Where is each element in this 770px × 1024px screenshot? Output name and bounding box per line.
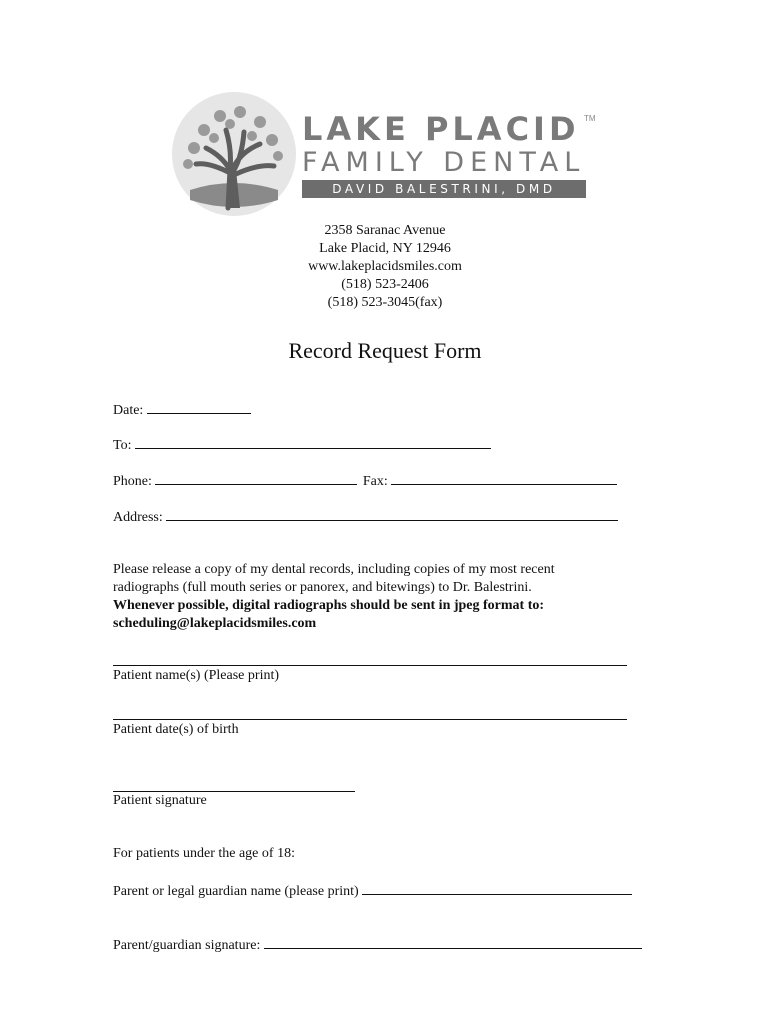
phone-field[interactable] [155, 472, 357, 485]
address-field[interactable] [166, 508, 618, 521]
release-email: scheduling@lakeplacidsmiles.com [113, 616, 317, 631]
address-block [0, 222, 770, 312]
patient-dob-label: Patient date(s) of birth [113, 722, 239, 737]
minors-note: For patients under the age of 18: [113, 846, 295, 861]
street-address: 2358 Saranac Avenue [324, 223, 446, 238]
release-line-1: Please release a copy of my dental records, including copies of my most recent [113, 562, 555, 577]
patient-dob-field[interactable] [113, 719, 627, 720]
guardian-signature-label: Parent/guardian signature: [113, 938, 261, 953]
address-row [113, 508, 618, 526]
fax-label: Fax: [362, 474, 388, 489]
release-bold-1: Whenever possible, digital radiographs should be sent in jpeg format to: [113, 598, 545, 613]
patient-names-label: Patient name(s) (Please print) [113, 668, 280, 683]
patient-signature-field[interactable] [113, 791, 355, 792]
phone-number: (518) 523-2406 [341, 277, 429, 292]
guardian-name-row [113, 882, 632, 900]
date-row [113, 401, 251, 419]
release-line-2: radiographs (full mouth series or panorex, and bitewings) to Dr. Balestrini. [113, 580, 532, 595]
patient-signature-label: Patient signature [113, 793, 207, 808]
release-paragraph [113, 561, 653, 633]
to-row [113, 436, 491, 454]
date-label: Date: [113, 403, 144, 418]
to-field[interactable] [135, 436, 491, 449]
logo-line-1: LAKE PLACID [302, 110, 580, 148]
guardian-name-label: Parent or legal guardian name (please print) [113, 884, 359, 899]
logo-line-2: FAMILY DENTAL [302, 147, 586, 178]
guardian-signature-row [113, 936, 642, 954]
logo-doctor-bar: DAVID BALESTRINI, DMD [302, 180, 586, 198]
fax-number: (518) 523-3045(fax) [327, 295, 443, 310]
date-field[interactable] [147, 401, 251, 414]
phone-fax-row [113, 472, 617, 490]
website-link[interactable]: www.lakeplacidsmiles.com [308, 259, 462, 274]
address-label: Address: [113, 510, 163, 525]
guardian-name-field[interactable] [362, 882, 632, 895]
tree-logo-icon [170, 90, 298, 218]
to-label: To: [113, 438, 132, 453]
fax-field[interactable] [391, 472, 617, 485]
patient-names-field[interactable] [113, 665, 627, 666]
practice-logo [170, 90, 600, 220]
page-title: Record Request Form [288, 338, 482, 363]
city-state: Lake Placid, NY 12946 [319, 241, 451, 256]
trademark-mark: TM [584, 114, 596, 123]
phone-label: Phone: [113, 474, 152, 489]
guardian-signature-field[interactable] [264, 936, 642, 949]
